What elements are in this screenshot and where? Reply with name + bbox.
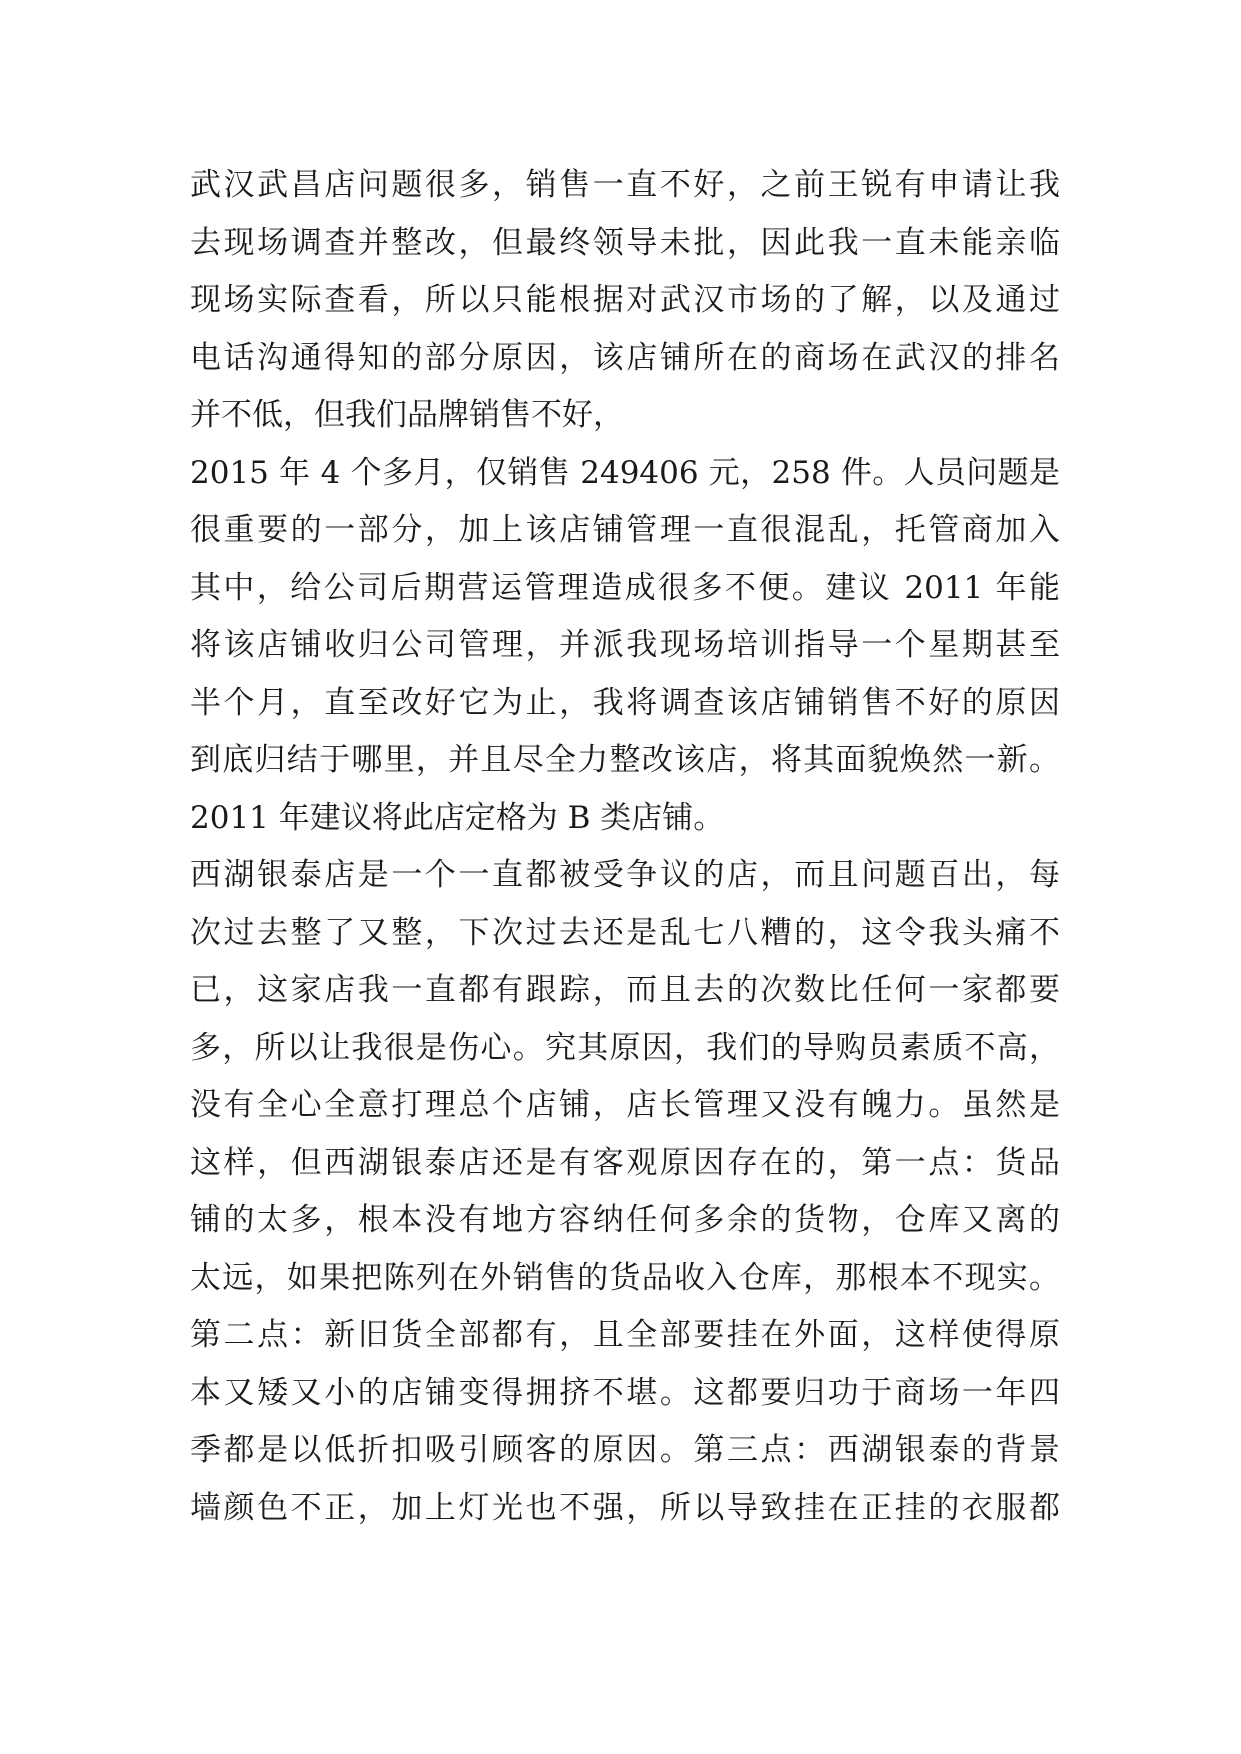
text-line: 其中，给公司后期营运管理造成很多不便。建议 2011 年能 bbox=[190, 569, 1060, 606]
text-line: 现场实际查看，所以只能根据对武汉市场的了解，以及通过 bbox=[190, 282, 1060, 318]
text-line: 去现场调查并整改，但最终领导未批，因此我一直未能亲临 bbox=[190, 224, 1060, 261]
text-line: 第二点：新旧货全部都有，且全部要挂在外面，这样使得原 bbox=[190, 1317, 1060, 1353]
text-line: 季都是以低折扣吸引顾客的原因。第三点：西湖银泰的背景 bbox=[190, 1432, 1060, 1468]
text-line: 墙颜色不正，加上灯光也不强，所以导致挂在正挂的衣服都 bbox=[190, 1489, 1060, 1526]
text-line: 半个月，直至改好它为止，我将调查该店铺销售不好的原因 bbox=[190, 684, 1060, 721]
text-line: 太远，如果把陈列在外销售的货品收入仓库，那根本不现实。 bbox=[190, 1259, 1060, 1296]
text-line: 2011 年建议将此店定格为 B 类店铺。 bbox=[190, 799, 725, 836]
text-line: 很重要的一部分，加上该店铺管理一直很混乱，托管商加入 bbox=[190, 512, 1060, 548]
text-line: 并不低，但我们品牌销售不好， bbox=[190, 397, 624, 433]
text-line: 2015 年 4 个多月，仅销售 249406 元，258 件。人员问题是 bbox=[190, 454, 1060, 491]
text-line: 次过去整了又整，下次过去还是乱七八糟的，这令我头痛不 bbox=[190, 914, 1060, 951]
text-line: 铺的太多，根本没有地方容纳任何多余的货物，仓库又离的 bbox=[190, 1202, 1060, 1238]
text-line: 没有全心全意打理总个店铺，店长管理又没有魄力。虽然是 bbox=[190, 1087, 1060, 1123]
document-body bbox=[190, 157, 1060, 1537]
text-line: 电话沟通得知的部分原因，该店铺所在的商场在武汉的排名 bbox=[190, 339, 1060, 376]
text-line: 本又矮又小的店铺变得拥挤不堪。这都要归功于商场一年四 bbox=[190, 1374, 1060, 1411]
text-line: 已，这家店我一直都有跟踪，而且去的次数比任何一家都要 bbox=[190, 972, 1060, 1008]
text-line: 到底归结于哪里，并且尽全力整改该店，将其面貌焕然一新。 bbox=[190, 742, 1060, 778]
text-line: 西湖银泰店是一个一直都被受争议的店，而且问题百出，每 bbox=[190, 857, 1060, 893]
text-line: 这样，但西湖银泰店还是有客观原因存在的，第一点：货品 bbox=[190, 1144, 1060, 1181]
text-line: 多，所以让我很是伤心。究其原因，我们的导购员素质不高， bbox=[190, 1029, 1060, 1066]
text-line: 武汉武昌店问题很多，销售一直不好，之前王锐有申请让我 bbox=[190, 167, 1060, 203]
text-line: 将该店铺收归公司管理，并派我现场培训指导一个星期甚至 bbox=[190, 627, 1060, 663]
